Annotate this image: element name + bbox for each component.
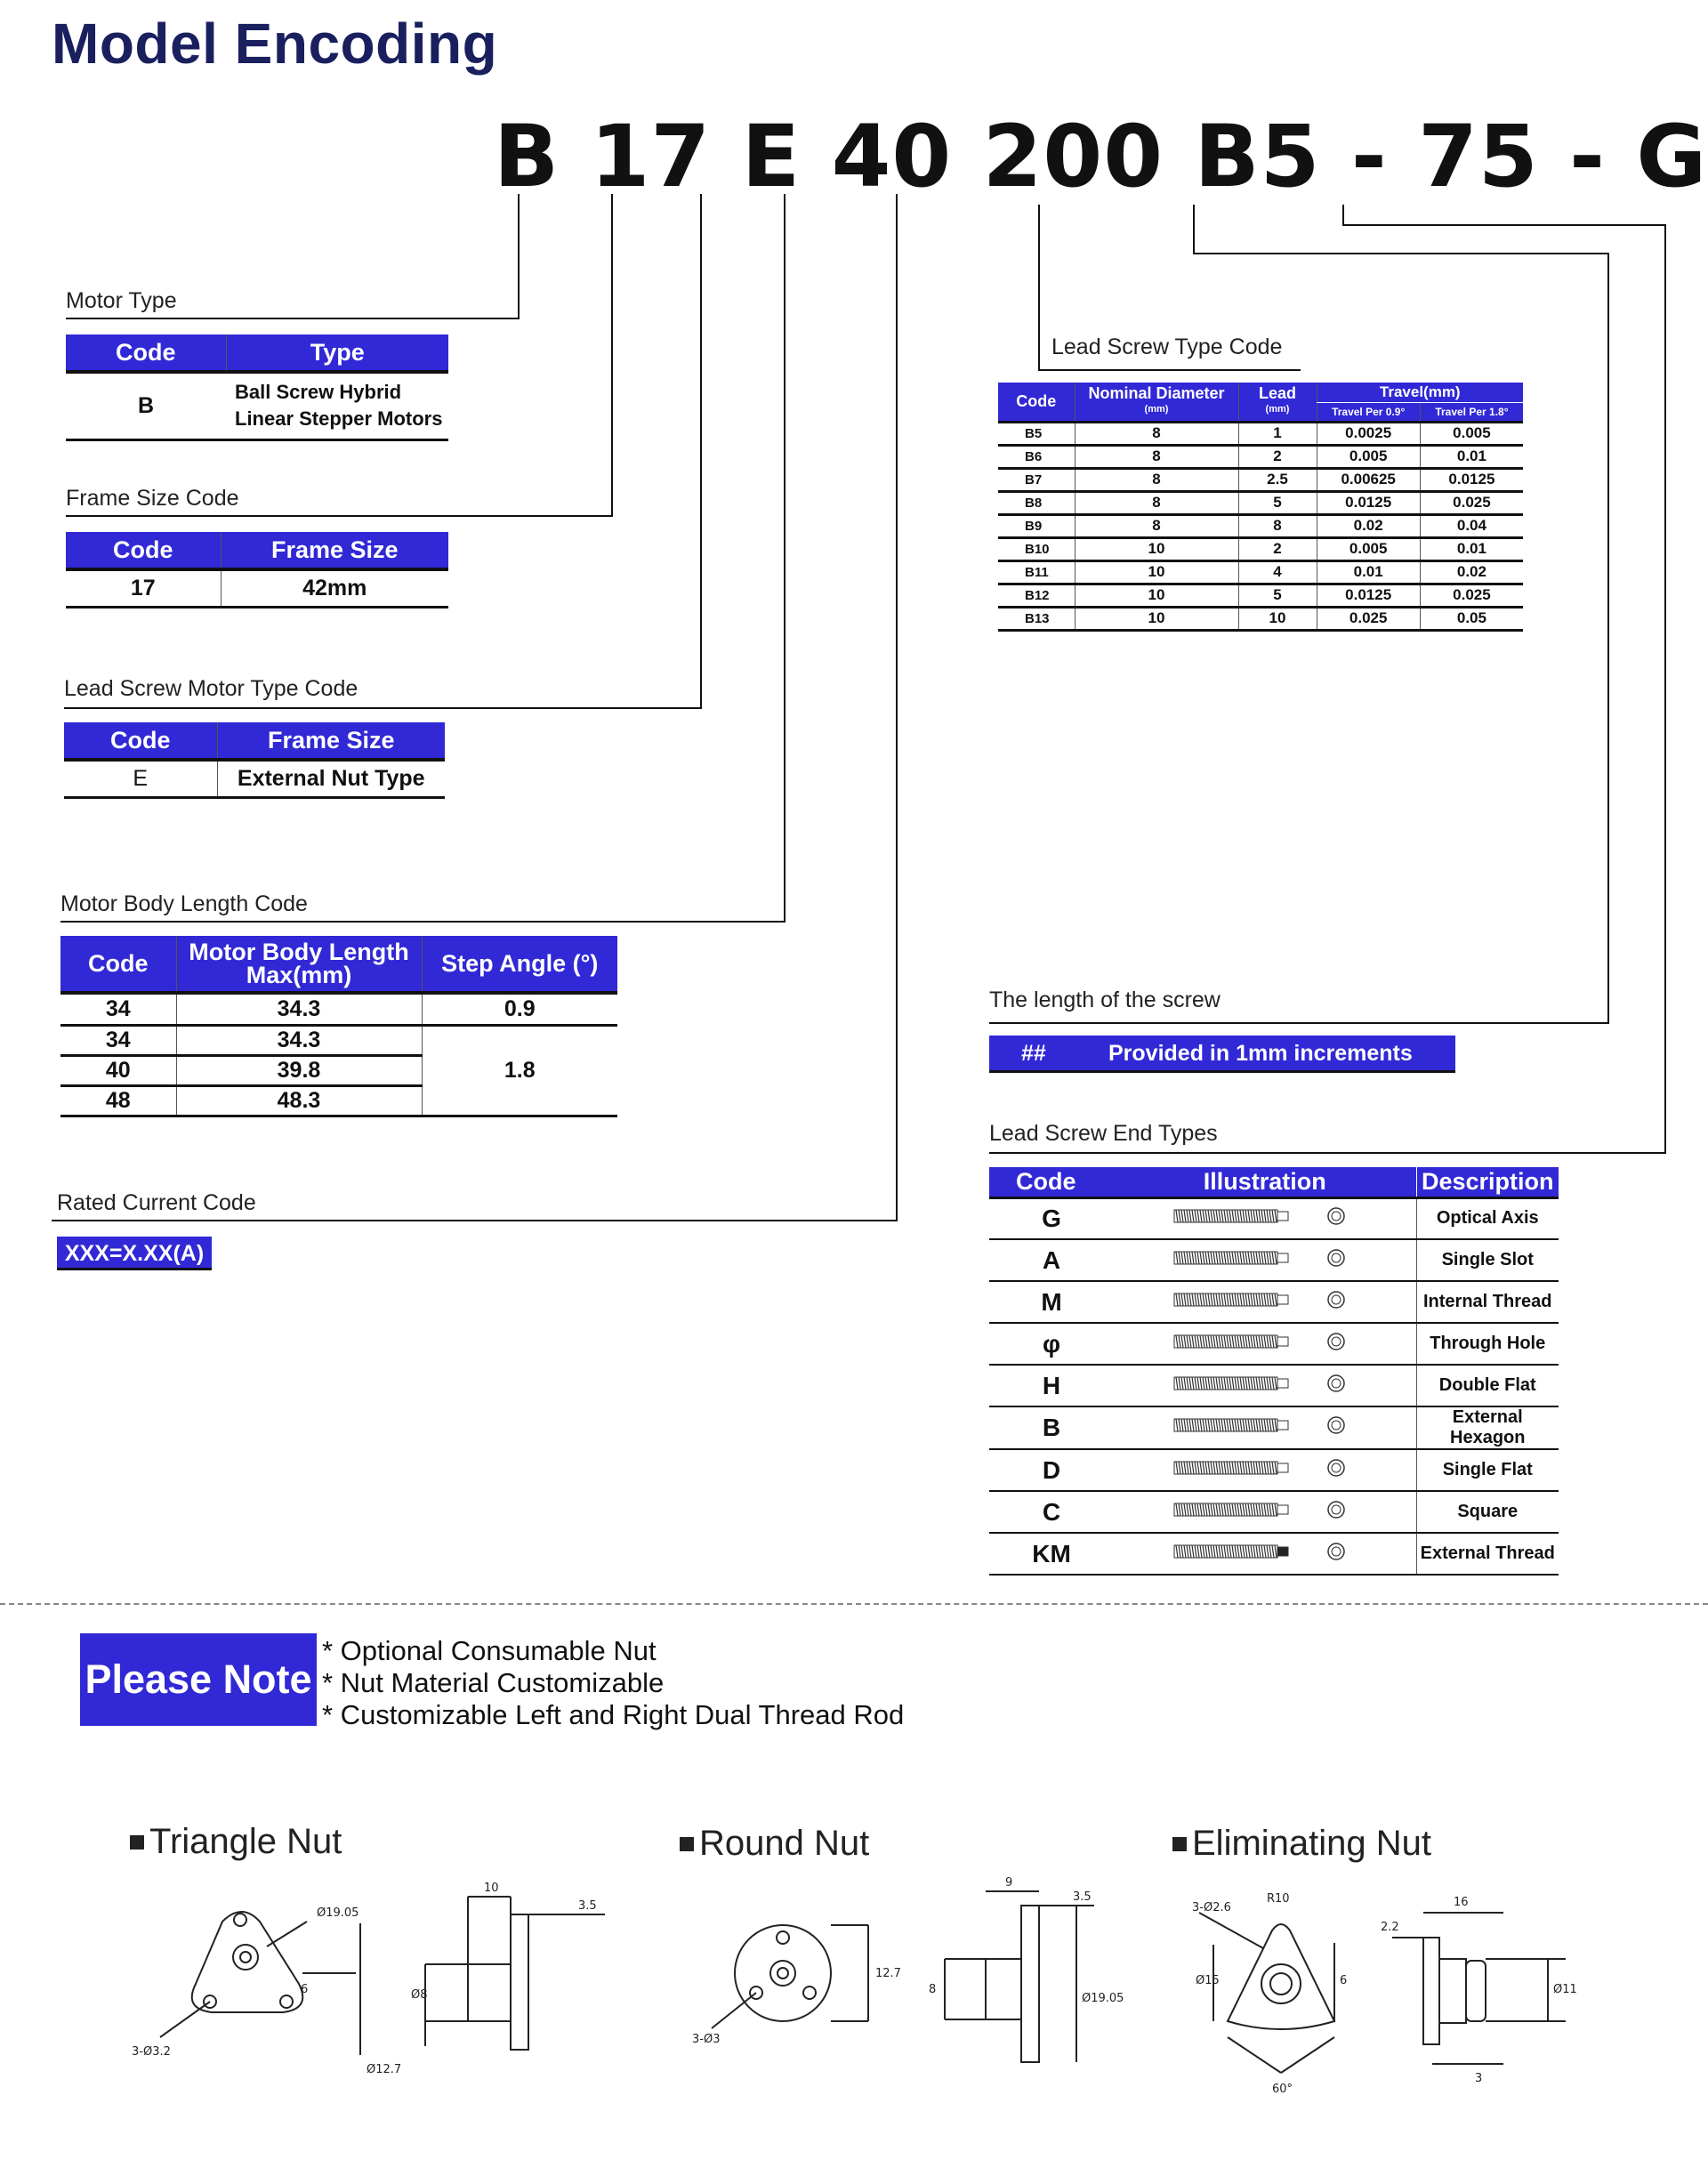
screw-end-icon bbox=[1167, 1245, 1363, 1271]
cell-lead: 4 bbox=[1238, 560, 1317, 584]
lead-screw-type-table bbox=[998, 383, 1523, 632]
cell-description: External Hexagon bbox=[1416, 1406, 1559, 1449]
table-row bbox=[998, 468, 1523, 491]
dim-label: Ø15 bbox=[1196, 1974, 1220, 1987]
col-nominal: Nominal Diameter (mm) bbox=[1075, 383, 1238, 422]
cell-lead: 10 bbox=[1238, 607, 1317, 630]
motor-type-table bbox=[66, 334, 448, 441]
cell-code: 48 bbox=[60, 1085, 176, 1116]
col-description: Description bbox=[1416, 1167, 1559, 1197]
screw-length-code: ## bbox=[1021, 1041, 1046, 1066]
cell-code: H bbox=[989, 1365, 1114, 1406]
table-row bbox=[989, 1323, 1559, 1365]
table-row bbox=[989, 1197, 1559, 1239]
note-line: * Nut Material Customizable bbox=[322, 1667, 665, 1698]
dim-label: Ø12.7 bbox=[367, 2063, 402, 2076]
end-types-table bbox=[989, 1167, 1559, 1576]
table-row bbox=[989, 1491, 1559, 1533]
cell-lead: 5 bbox=[1238, 491, 1317, 514]
cell-description: External Thread bbox=[1416, 1533, 1559, 1575]
lead-motor-label: Lead Screw Motor Type Code bbox=[64, 676, 359, 701]
dim-label: Ø19.05 bbox=[317, 1906, 359, 1920]
dim-label: Ø11 bbox=[1553, 1983, 1577, 1996]
note-lines bbox=[322, 1635, 904, 1731]
cell-diameter: 10 bbox=[1075, 584, 1238, 607]
triangle-nut-title: Triangle Nut bbox=[130, 1822, 342, 1862]
cell-diameter: 10 bbox=[1075, 537, 1238, 560]
leader-lead-motor bbox=[64, 194, 701, 708]
dim-label: 16 bbox=[1454, 1896, 1469, 1909]
cell-code: B13 bbox=[998, 607, 1075, 630]
dim-label: 6 bbox=[301, 1983, 309, 1996]
dim-label: 3.5 bbox=[1073, 1890, 1092, 1904]
cell-travel-09: 0.005 bbox=[1317, 537, 1420, 560]
dim-label: 3-Ø3 bbox=[692, 2033, 721, 2046]
rated-current-value: XXX=X.XX(A) bbox=[57, 1237, 212, 1270]
col-code: Code bbox=[66, 532, 221, 569]
table-row bbox=[989, 1281, 1559, 1323]
dim-label: 3.5 bbox=[578, 1899, 597, 1913]
cell-diameter: 10 bbox=[1075, 560, 1238, 584]
triangle-nut-side bbox=[425, 1897, 605, 2050]
cell-travel-09: 0.0125 bbox=[1317, 584, 1420, 607]
dim-label: Ø8 bbox=[411, 1988, 428, 2002]
cell-length: 34.3 bbox=[176, 1025, 422, 1055]
cell-code: C bbox=[989, 1491, 1114, 1533]
dim-label: 8 bbox=[929, 1983, 937, 1996]
cell-diameter: 10 bbox=[1075, 607, 1238, 630]
cell-diameter: 8 bbox=[1075, 514, 1238, 537]
col-type: Type bbox=[226, 334, 448, 372]
cell-step: 1.8 bbox=[422, 1025, 617, 1116]
round-nut-title: Round Nut bbox=[680, 1824, 869, 1864]
table-row bbox=[989, 1239, 1559, 1281]
table-row bbox=[998, 560, 1523, 584]
cell-illustration bbox=[1114, 1533, 1416, 1575]
screw-end-icon bbox=[1167, 1455, 1363, 1481]
cell-code: B6 bbox=[998, 445, 1075, 468]
col-code: Code bbox=[64, 722, 217, 760]
cell-code: B7 bbox=[998, 468, 1075, 491]
table-row bbox=[998, 491, 1523, 514]
table-row bbox=[989, 1533, 1559, 1575]
cell-travel-18: 0.01 bbox=[1420, 445, 1523, 468]
table-row bbox=[998, 607, 1523, 630]
cell-illustration bbox=[1114, 1239, 1416, 1281]
col-code: Code bbox=[60, 936, 176, 993]
cell-length: 48.3 bbox=[176, 1085, 422, 1116]
dim-label: 3-Ø2.6 bbox=[1192, 1901, 1231, 1914]
cell-lead: 2 bbox=[1238, 537, 1317, 560]
cell-code: G bbox=[989, 1197, 1114, 1239]
cell-lead: 5 bbox=[1238, 584, 1317, 607]
cell-diameter: 8 bbox=[1075, 491, 1238, 514]
dim-label: 12.7 bbox=[875, 1967, 901, 1980]
cell-travel-18: 0.04 bbox=[1420, 514, 1523, 537]
dim-label: 3 bbox=[1475, 2072, 1483, 2085]
model-code: B 17 E 40 200 B5 - 75 - G bbox=[494, 107, 1708, 206]
screw-end-icon bbox=[1167, 1328, 1363, 1355]
note-line: * Optional Consumable Nut bbox=[322, 1635, 657, 1666]
cell-illustration bbox=[1114, 1323, 1416, 1365]
cell-description: Internal Thread bbox=[1416, 1281, 1559, 1323]
dim-label: 60° bbox=[1272, 2083, 1293, 2096]
bullet-icon bbox=[130, 1835, 144, 1850]
eliminating-nut-title: Eliminating Nut bbox=[1172, 1824, 1431, 1864]
cell-travel-18: 0.025 bbox=[1420, 491, 1523, 514]
cell-diameter: 8 bbox=[1075, 422, 1238, 445]
cell-illustration bbox=[1114, 1491, 1416, 1533]
cell-code: B8 bbox=[998, 491, 1075, 514]
col-code: Code bbox=[998, 383, 1075, 422]
cell-code: 40 bbox=[60, 1055, 176, 1085]
cell-code: 34 bbox=[60, 1025, 176, 1055]
rated-current-label: Rated Current Code bbox=[57, 1190, 256, 1215]
col-code: Code bbox=[989, 1167, 1114, 1197]
cell-code: M bbox=[989, 1281, 1114, 1323]
nut-drawings bbox=[0, 1859, 1708, 2162]
cell-code: B11 bbox=[998, 560, 1075, 584]
cell-travel-18: 0.01 bbox=[1420, 537, 1523, 560]
lead-screw-type-label: Lead Screw Type Code bbox=[1051, 334, 1283, 359]
cell-code: B bbox=[989, 1406, 1114, 1449]
cell-travel-09: 0.0025 bbox=[1317, 422, 1420, 445]
screw-length-desc: Provided in 1mm increments bbox=[1108, 1041, 1413, 1066]
eliminating-nut-side bbox=[1392, 1913, 1566, 2064]
cell-code: φ bbox=[989, 1323, 1114, 1365]
cell-travel-09: 0.0125 bbox=[1317, 491, 1420, 514]
col-travel-09: Travel Per 0.9° bbox=[1317, 402, 1420, 422]
screw-end-icon bbox=[1167, 1538, 1363, 1565]
col-frame-size: Frame Size bbox=[217, 722, 445, 760]
please-note-heading: Please Note bbox=[80, 1633, 317, 1726]
screw-end-icon bbox=[1167, 1203, 1363, 1229]
cell-travel-18: 0.05 bbox=[1420, 607, 1523, 630]
cell-type: External Nut Type bbox=[217, 760, 445, 797]
dim-label: Ø19.05 bbox=[1082, 1992, 1124, 2005]
cell-description: Single Flat bbox=[1416, 1449, 1559, 1491]
cell-code: 17 bbox=[66, 569, 221, 607]
dim-label: R10 bbox=[1267, 1892, 1290, 1906]
table-row bbox=[998, 422, 1523, 445]
table-row bbox=[998, 445, 1523, 468]
col-travel-18: Travel Per 1.8° bbox=[1420, 402, 1523, 422]
table-row bbox=[989, 1365, 1559, 1406]
screw-end-icon bbox=[1167, 1496, 1363, 1523]
table-row bbox=[989, 1449, 1559, 1491]
cell-code: D bbox=[989, 1449, 1114, 1491]
cell-travel-18: 0.005 bbox=[1420, 422, 1523, 445]
bullet-icon bbox=[680, 1837, 694, 1851]
cell-lead: 1 bbox=[1238, 422, 1317, 445]
cell-code: B5 bbox=[998, 422, 1075, 445]
motor-type-label: Motor Type bbox=[66, 288, 177, 313]
frame-size-label: Frame Size Code bbox=[66, 486, 239, 511]
cell-lead: 8 bbox=[1238, 514, 1317, 537]
body-length-table bbox=[60, 936, 617, 1117]
cell-illustration bbox=[1114, 1365, 1416, 1406]
col-lead: Lead (mm) bbox=[1238, 383, 1317, 422]
eliminating-nut-front bbox=[1199, 1913, 1334, 2073]
cell-travel-09: 0.00625 bbox=[1317, 468, 1420, 491]
round-nut-side bbox=[945, 1891, 1094, 2062]
cell-code: B10 bbox=[998, 537, 1075, 560]
table-row bbox=[998, 584, 1523, 607]
cell-code: B bbox=[66, 372, 226, 439]
col-code: Code bbox=[66, 334, 226, 372]
cell-travel-18: 0.025 bbox=[1420, 584, 1523, 607]
col-illustration: Illustration bbox=[1114, 1167, 1416, 1197]
dim-label: 3-Ø3.2 bbox=[132, 2045, 171, 2059]
body-length-label: Motor Body Length Code bbox=[60, 891, 308, 916]
cell-description: Square bbox=[1416, 1491, 1559, 1533]
cell-travel-09: 0.025 bbox=[1317, 607, 1420, 630]
col-frame-size: Frame Size bbox=[221, 532, 448, 569]
cell-illustration bbox=[1114, 1281, 1416, 1323]
note-line: * Customizable Left and Right Dual Thread Rod bbox=[322, 1699, 905, 1730]
bullet-icon bbox=[1172, 1837, 1187, 1851]
cell-code: B9 bbox=[998, 514, 1075, 537]
cell-code: KM bbox=[989, 1533, 1114, 1575]
screw-end-icon bbox=[1167, 1412, 1363, 1439]
cell-length: 39.8 bbox=[176, 1055, 422, 1085]
section-divider bbox=[0, 1603, 1708, 1605]
cell-diameter: 8 bbox=[1075, 445, 1238, 468]
cell-code: B12 bbox=[998, 584, 1075, 607]
cell-travel-09: 0.005 bbox=[1317, 445, 1420, 468]
cell-diameter: 8 bbox=[1075, 468, 1238, 491]
cell-description: Double Flat bbox=[1416, 1365, 1559, 1406]
screw-length-label: The length of the screw bbox=[989, 987, 1221, 1012]
cell-frame-size: 42mm bbox=[221, 569, 448, 607]
cell-travel-09: 0.01 bbox=[1317, 560, 1420, 584]
screw-end-icon bbox=[1167, 1286, 1363, 1313]
cell-description: Through Hole bbox=[1416, 1323, 1559, 1365]
cell-lead: 2 bbox=[1238, 445, 1317, 468]
cell-step: 0.9 bbox=[422, 993, 617, 1025]
triangle-nut-front bbox=[160, 1912, 360, 2055]
cell-length: 34.3 bbox=[176, 993, 422, 1025]
cell-type: Ball Screw Hybrid Linear Stepper Motors bbox=[226, 372, 448, 439]
cell-code: 34 bbox=[60, 993, 176, 1025]
cell-lead: 2.5 bbox=[1238, 468, 1317, 491]
dim-label: 6 bbox=[1340, 1974, 1348, 1987]
frame-size-table bbox=[66, 532, 448, 608]
dim-label: 10 bbox=[484, 1882, 499, 1895]
round-nut-front bbox=[712, 1925, 868, 2028]
screw-end-icon bbox=[1167, 1370, 1363, 1397]
col-length: Motor Body Length Max(mm) bbox=[176, 936, 422, 993]
cell-illustration bbox=[1114, 1197, 1416, 1239]
cell-description: Single Slot bbox=[1416, 1239, 1559, 1281]
cell-illustration bbox=[1114, 1449, 1416, 1491]
screw-length-bar bbox=[989, 1036, 1455, 1073]
cell-code: E bbox=[64, 760, 217, 797]
cell-travel-09: 0.02 bbox=[1317, 514, 1420, 537]
lead-motor-table bbox=[64, 722, 445, 799]
cell-travel-18: 0.0125 bbox=[1420, 468, 1523, 491]
cell-code: A bbox=[989, 1239, 1114, 1281]
dim-label: 9 bbox=[1005, 1876, 1013, 1890]
end-types-label: Lead Screw End Types bbox=[989, 1121, 1218, 1146]
col-travel: Travel(mm) bbox=[1317, 383, 1523, 402]
table-row bbox=[998, 514, 1523, 537]
cell-description: Optical Axis bbox=[1416, 1197, 1559, 1239]
cell-travel-18: 0.02 bbox=[1420, 560, 1523, 584]
page-title: Model Encoding bbox=[52, 12, 498, 76]
dim-label: 2.2 bbox=[1381, 1921, 1399, 1934]
col-step-angle: Step Angle (°) bbox=[422, 936, 617, 993]
table-row bbox=[989, 1406, 1559, 1449]
table-row bbox=[998, 537, 1523, 560]
cell-illustration bbox=[1114, 1406, 1416, 1449]
